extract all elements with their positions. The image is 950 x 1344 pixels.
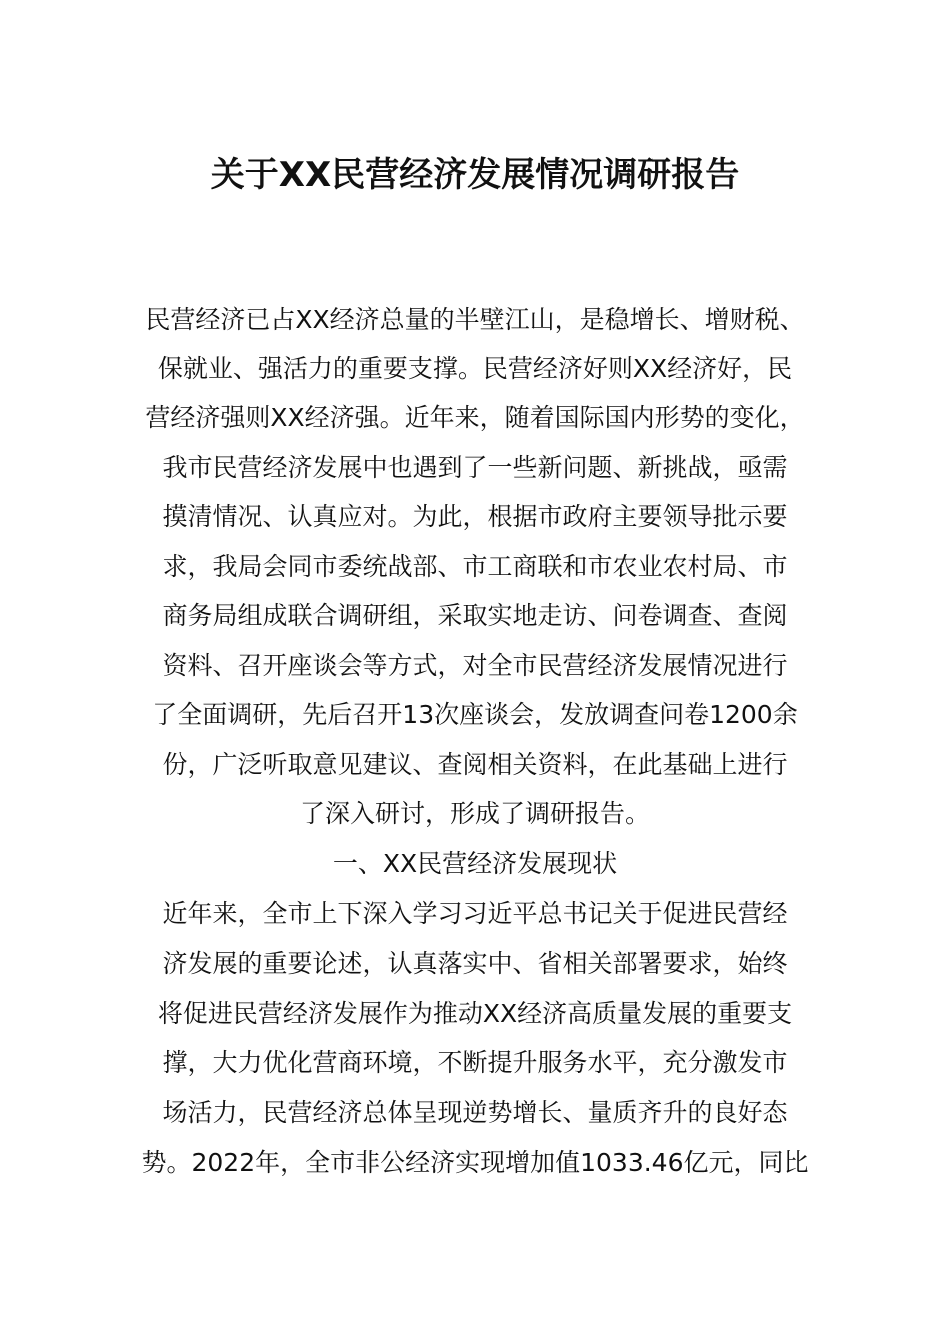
body-line: 场活力，民营经济总体呈现逆势增长、量质齐升的良好态 bbox=[162, 1098, 788, 1127]
body-line: 了全面调研，先后召开13次座谈会，发放调查问卷1200余 bbox=[152, 700, 798, 729]
body-line: 份，广泛听取意见建议、查阅相关资料，在此基础上进行 bbox=[162, 750, 788, 779]
body-line: 了深入研讨，形成了调研报告。 bbox=[299, 799, 650, 828]
body-line: 营经济强则XX经济强。近年来，随着国际国内形势的变化， bbox=[145, 403, 805, 432]
body-line: 商务局组成联合调研组，采取实地走访、问卷调查、查阅 bbox=[162, 601, 788, 630]
body-line: 资料、召开座谈会等方式，对全市民营经济发展情况进行 bbox=[162, 651, 788, 680]
body-line: 将促进民营经济发展作为推动XX经济高质量发展的重要支 bbox=[157, 999, 793, 1028]
document-title: 关于XX民营经济发展情况调研报告 bbox=[210, 155, 740, 195]
body-line: 我市民营经济发展中也遇到了一些新问题、新挑战，亟需 bbox=[162, 453, 788, 482]
body-line: 求，我局会同市委统战部、市工商联和市农业农村局、市 bbox=[162, 552, 788, 581]
body-line: 势。2022年，全市非公经济实现增加值1033.46亿元，同比 bbox=[141, 1148, 809, 1177]
body-line: 济发展的重要论述，认真落实中、省相关部署要求，始终 bbox=[162, 949, 788, 978]
body-line: 保就业、强活力的重要支撑。民营经济好则XX经济好，民 bbox=[157, 354, 793, 383]
body-line: 近年来，全市上下深入学习习近平总书记关于促进民营经 bbox=[162, 899, 788, 928]
body-line: 摸清情况、认真应对。为此，根据市政府主要领导批示要 bbox=[162, 502, 788, 531]
section-heading: 一、XX民营经济发展现状 bbox=[332, 849, 618, 878]
body-line: 民营经济已占XX经济总量的半壁江山，是稳增长、增财税、 bbox=[145, 305, 805, 334]
body-line: 撑，大力优化营商环境，不断提升服务水平，充分激发市 bbox=[162, 1048, 788, 1077]
